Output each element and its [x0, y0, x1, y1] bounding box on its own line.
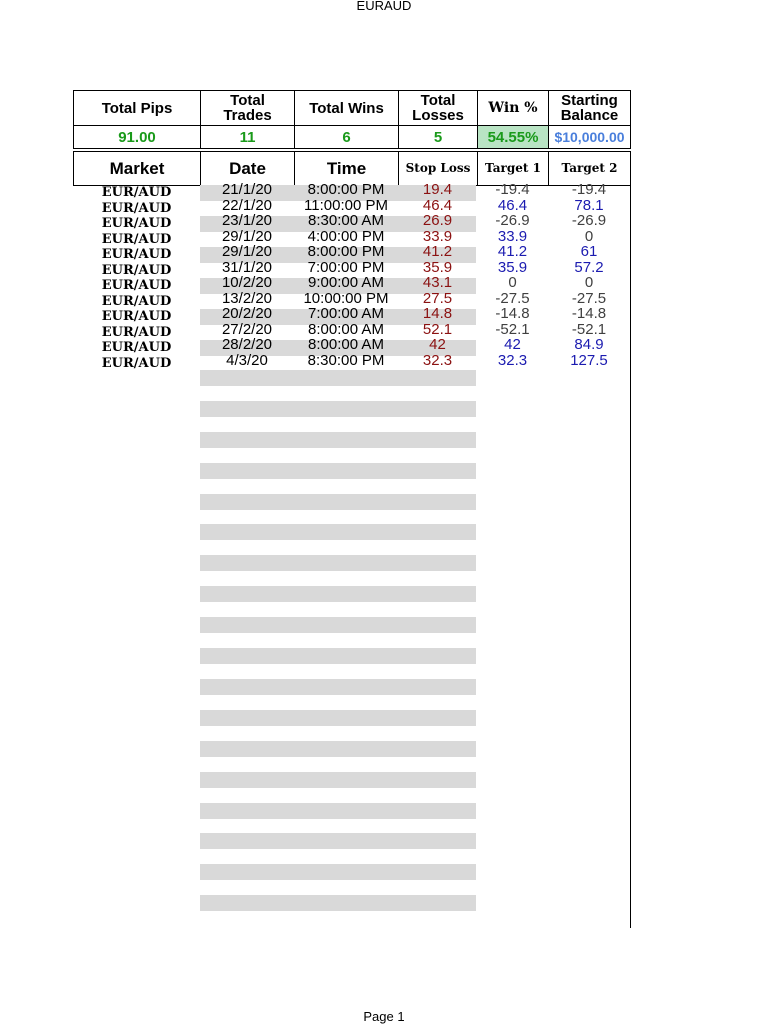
target-1-cell: -19.4: [495, 181, 530, 198]
table-row: [0, 229, 768, 245]
time-cell: 8:00:00 AM: [308, 336, 384, 353]
row-band: [200, 586, 476, 602]
target-1-cell: 0: [508, 274, 517, 291]
time-cell: 9:00:00 AM: [308, 274, 384, 291]
target-2-cell: -26.9: [571, 212, 607, 229]
target-1-cell: 35.9: [497, 258, 528, 276]
date-cell: 28/2/20: [221, 336, 273, 353]
table-row: [0, 182, 768, 198]
value-total-trades: 11: [200, 125, 295, 149]
stop-loss-cell: 27.5: [422, 289, 453, 307]
date-cell: 23/1/20: [221, 212, 273, 229]
stop-loss-cell: 32.3: [422, 351, 453, 369]
table-row: [0, 337, 768, 353]
value-win-pct: 54.55%: [477, 125, 549, 149]
target-1-cell: 32.3: [497, 351, 528, 369]
target-1-cell: -52.1: [495, 320, 530, 338]
trades-table: [0, 181, 768, 371]
date-cell: 27/2/20: [221, 320, 273, 338]
target-1-cell: 46.4: [497, 196, 528, 214]
time-cell: 8:00:00 AM: [308, 320, 384, 338]
date-cell: 29/1/20: [221, 227, 273, 245]
row-band: [200, 803, 476, 819]
stop-loss-cell: 41.2: [422, 243, 453, 260]
column-target-2: Target 2: [548, 151, 631, 186]
table-row: [0, 275, 768, 291]
stop-loss-cell: 33.9: [422, 227, 453, 245]
column-stop-loss: Stop Loss: [398, 151, 478, 186]
table-row: [0, 322, 768, 338]
row-band: [200, 895, 476, 911]
stop-loss-cell: 26.9: [422, 212, 453, 229]
table-row: [0, 353, 768, 369]
time-cell: 7:00:00 PM: [307, 258, 385, 276]
time-cell: 8:30:00 PM: [307, 351, 385, 369]
target-2-cell: -27.5: [571, 289, 607, 307]
stop-loss-cell: 52.1: [422, 320, 453, 338]
target-1-cell: 42: [504, 336, 521, 353]
row-band: [200, 710, 476, 726]
target-2-cell: 57.2: [574, 258, 604, 276]
market-cell: EUR/AUD: [101, 231, 172, 247]
table-row: [0, 260, 768, 276]
date-cell: 22/1/20: [221, 196, 273, 214]
stop-loss-cell: 42: [429, 336, 446, 353]
value-total-wins: 6: [294, 125, 399, 149]
row-band: [200, 524, 476, 540]
target-1-cell: 33.9: [497, 227, 528, 245]
column-date: Date: [200, 151, 295, 186]
row-band: [200, 401, 476, 417]
market-cell: EUR/AUD: [101, 200, 172, 216]
target-1-cell: -14.8: [495, 305, 530, 322]
stop-loss-cell: 14.8: [422, 305, 453, 322]
target-2-cell: -14.8: [571, 305, 607, 322]
time-cell: 8:30:00 AM: [308, 212, 384, 229]
value-starting-balance: $10,000.00: [548, 125, 631, 149]
value-total-pips: 91.00: [73, 125, 201, 149]
column-target-1: Target 1: [477, 151, 549, 186]
table-row: [0, 291, 768, 307]
target-2-cell: 61: [580, 243, 598, 260]
target-2-cell: 127.5: [570, 351, 608, 369]
table-row: [0, 306, 768, 322]
time-cell: 4:00:00 PM: [307, 227, 385, 245]
target-1-cell: 41.2: [497, 243, 528, 260]
date-cell: 20/2/20: [221, 305, 273, 322]
row-band: [200, 370, 476, 386]
date-cell: 10/2/20: [221, 274, 273, 291]
date-cell: 31/1/20: [221, 258, 273, 276]
market-cell: EUR/AUD: [101, 262, 172, 278]
date-cell: 29/1/20: [221, 243, 273, 260]
time-cell: 11:00:00 PM: [304, 196, 388, 214]
market-cell: EUR/AUD: [101, 278, 172, 293]
market-cell: EUR/AUD: [101, 185, 172, 200]
market-cell: EUR/AUD: [101, 247, 172, 262]
row-band: [200, 833, 476, 849]
market-cell: EUR/AUD: [101, 216, 172, 231]
table-row: [0, 244, 768, 260]
row-band: [200, 555, 476, 571]
row-band: [200, 463, 476, 479]
row-band: [200, 648, 476, 664]
value-total-losses: 5: [398, 125, 478, 149]
header-total-wins: Total Wins: [294, 90, 399, 126]
row-band: [200, 494, 476, 510]
column-market: Market: [73, 151, 201, 186]
row-band: [200, 617, 476, 633]
time-cell: 7:00:00 AM: [308, 305, 384, 322]
table-row: [0, 213, 768, 229]
stop-loss-cell: 43.1: [422, 274, 453, 291]
date-cell: 13/2/20: [221, 289, 273, 307]
page-number: Page 1: [363, 1009, 405, 1024]
row-band: [200, 741, 476, 757]
column-time: Time: [294, 151, 399, 186]
time-cell: 8:00:00 PM: [307, 243, 385, 260]
header-total-pips: Total Pips: [73, 90, 201, 126]
row-band: [200, 772, 476, 788]
market-cell: EUR/AUD: [101, 340, 172, 355]
target-1-cell: -26.9: [495, 212, 530, 229]
header-win-pct: Win %: [477, 90, 549, 126]
table-row: [0, 198, 768, 214]
target-1-cell: -27.5: [495, 289, 530, 307]
header-starting-balance: Starting Balance: [548, 90, 631, 126]
target-2-cell: 84.9: [574, 336, 604, 353]
header-total-trades: Total Trades: [200, 90, 295, 126]
date-cell: 21/1/20: [221, 181, 273, 198]
target-2-cell: -19.4: [571, 181, 607, 198]
market-cell: EUR/AUD: [101, 293, 172, 309]
market-cell: EUR/AUD: [101, 309, 172, 324]
market-cell: EUR/AUD: [101, 355, 172, 371]
row-band: [200, 864, 476, 880]
stop-loss-cell: 35.9: [422, 258, 453, 276]
target-2-cell: 78.1: [574, 196, 604, 214]
row-band: [200, 432, 476, 448]
date-cell: 4/3/20: [226, 351, 268, 369]
target-2-cell: -52.1: [571, 320, 607, 338]
document-title: EURAUD: [356, 0, 412, 13]
stop-loss-cell: 46.4: [422, 196, 453, 214]
time-cell: 8:00:00 PM: [307, 181, 385, 198]
target-2-cell: 0: [584, 227, 594, 245]
header-total-losses: Total Losses: [398, 90, 478, 126]
time-cell: 10:00:00 PM: [303, 289, 389, 307]
stop-loss-cell: 19.4: [422, 181, 453, 198]
target-2-cell: 0: [584, 274, 594, 291]
row-band: [200, 679, 476, 695]
market-cell: EUR/AUD: [101, 324, 172, 340]
